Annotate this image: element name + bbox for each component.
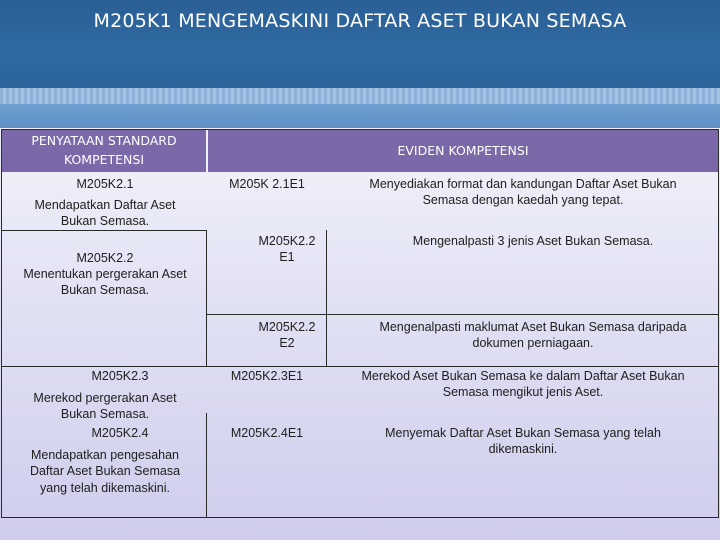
decorative-stripe	[0, 88, 720, 104]
column-divider-left	[206, 230, 207, 366]
evidence-code-5: M205K2.4E1	[230, 426, 304, 440]
decorative-bar	[0, 104, 720, 128]
evidence-code-1: M205K 2.1E1	[229, 177, 305, 191]
header-standard-label: PENYATAAN STANDARD KOMPETENSI	[31, 133, 177, 167]
standard-text-1: Mendapatkan Daftar Aset Bukan Semasa.	[34, 198, 176, 229]
row-divider-evidence-lower	[206, 366, 718, 367]
column-divider-left-lower	[206, 413, 207, 518]
standard-code-1: M205K2.1	[76, 177, 134, 191]
table-border-left	[1, 129, 2, 518]
evidence-code-2: M205K2.2 E1	[258, 234, 316, 265]
evidence-desc-2: Mengenalpasti 3 jenis Aset Bukan Semasa.	[412, 234, 654, 248]
standard-code-4: M205K2.4	[91, 426, 149, 440]
header-evidence	[208, 130, 718, 172]
row-divider-evidence	[206, 314, 718, 315]
header-evidence-label: EVIDEN KOMPETENSI	[397, 142, 529, 158]
column-divider-middle	[326, 230, 327, 366]
table-border-top	[1, 129, 719, 130]
evidence-desc-5: Menyemak Daftar Aset Bukan Semasa yang telah dikemaskini.	[385, 426, 661, 457]
evidence-desc-4: Merekod Aset Bukan Semasa ke dalam Daftar Aset Bukan Semasa mengikut jenis Aset.	[361, 369, 685, 400]
evidence-code-4: M205K2.3E1	[230, 369, 304, 383]
evidence-desc-3: Mengenalpasti maklumat Aset Bukan Semasa daripada dokumen perniagaan.	[379, 320, 687, 351]
table-border-bottom	[1, 517, 719, 518]
evidence-desc-1: Menyediakan format dan kandungan Daftar Aset Bukan Semasa dengan kaedah yang tepat.	[369, 177, 677, 208]
row-divider-left	[1, 230, 207, 231]
table-border-right	[718, 129, 719, 518]
slide-title: M205K1 MENGEMASKINI DAFTAR ASET BUKAN SEMASA	[93, 10, 627, 32]
standard-text-2: Menentukan pergerakan Aset Bukan Semasa.	[23, 267, 187, 298]
header-standard	[2, 130, 206, 172]
standard-code-3: M205K2.3	[91, 369, 149, 383]
standard-text-4: Mendapatkan pengesahan Daftar Aset Bukan Semasa yang telah dikemaskini.	[29, 448, 181, 495]
standard-text-3: Merekod pergerakan Aset Bukan Semasa.	[33, 391, 177, 422]
standard-code-2: M205K2.2	[76, 251, 134, 265]
evidence-code-3: M205K2.2 E2	[258, 320, 316, 351]
row-divider-left-lower	[1, 366, 207, 367]
